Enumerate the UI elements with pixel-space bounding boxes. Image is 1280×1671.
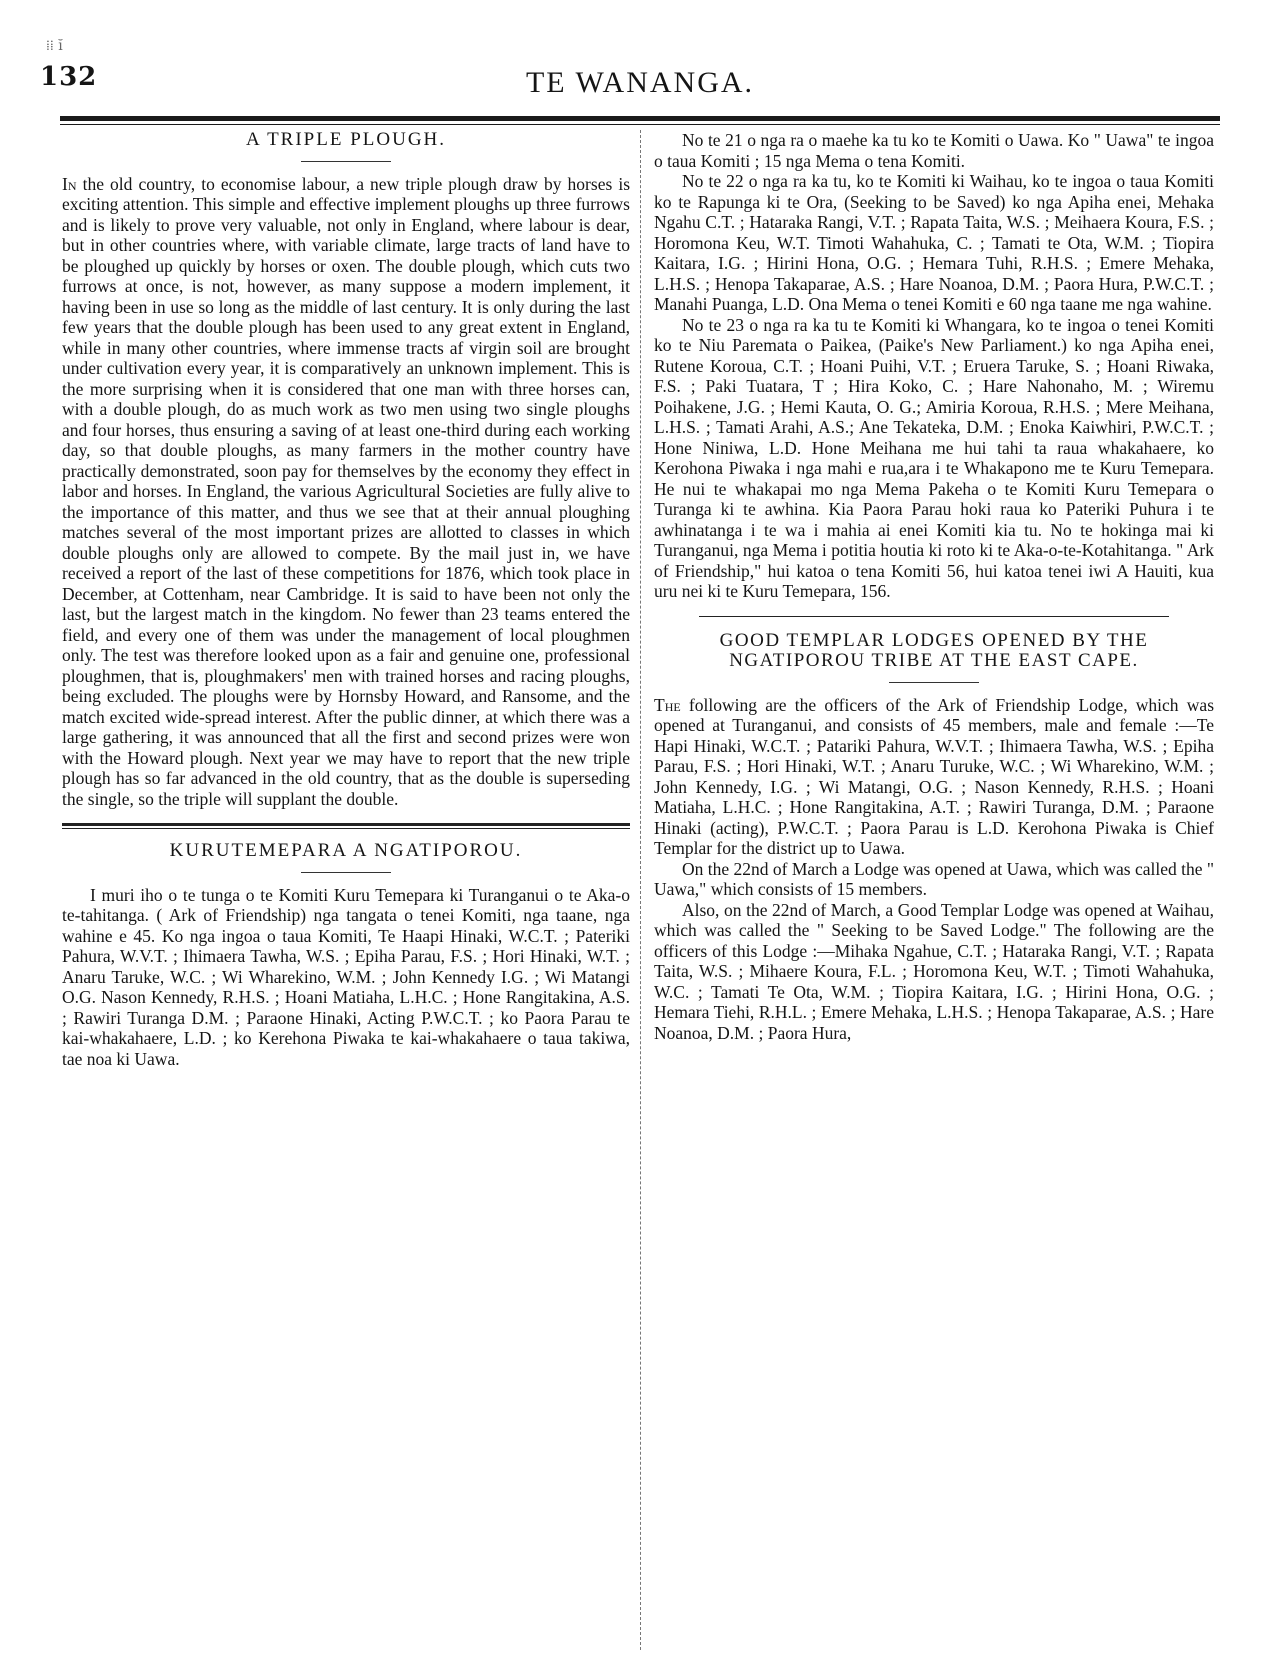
article-body-kurutemepara: I muri iho o te tunga o te Komiti Kuru Temepara ki Turanganui o te Aka-o te-tahitanga. ( Ark of Friendship) nga tangata o tenei Komiti, nga taane, nga wahine e 45. Ko nga ingoa o taua Komiti, Te Haapi Hinaki, W.C.T. ; Pateriki Pahura, W.V.T. ; Ihimaera Tawha, W.S. ; Epiha Parau, F.S. ; Hori Hinaki, W.T. ; Anaru Taruke, W.C. ; Wi Wharekino, W.M. ; John Kennedy I.G. ; Wi Matangi O.G. Nason Kennedy, R.H.S. ; Hoani Matiaha, L.H.C. ; Hone Rangitakina, A.S. ; Rawiri Turanga D.M. ; Paraone Hinaki, Acting P.W.C.T. ; ko Paora Parau te kai-whakahaere, L.D. ; ko Kerehona Piwaka te kai-whakahaere o taua takiwa, tae noa ki Uawa. <box>62 884 630 1069</box>
title-rule <box>301 161 391 162</box>
article-title-good-templar: GOOD TEMPLAR LODGES OPENED BY THE NGATIPOROU TRIBE AT THE EAST CAPE. <box>719 629 1149 671</box>
article-body-good-templar-2: On the 22nd of March a Lodge was opened at Uawa, which was called the " Uawa," which consists of 15 members. <box>654 858 1214 899</box>
article-title-triple-plough: A TRIPLE PLOUGH. <box>245 129 447 150</box>
column-divider <box>640 130 641 1650</box>
masthead-rule-thin <box>60 124 1220 125</box>
page-number: 132 <box>40 62 98 92</box>
section-rule-thick <box>62 823 630 826</box>
masthead-rule-thick <box>60 116 1220 121</box>
title-rule <box>889 682 979 683</box>
section-rule-thin <box>62 828 630 829</box>
article-text: following are the officers of the Ark of Friendship Lodge, which was opened at Turanganui, and consists of 45 members, male and female :—Te Hapi Hinaki, W.C.T. ; Patariki Pahura, W.V.T. ; Ihimaera Tawha, W.S. ; Epiha Parau, F.S. ; Hori Hinaki, W.T. ; Anaru Turuke, W.C. ; Wi Wharekino, W.M. ; John Kennedy, I.G. ; Wi Matangi, O.G. ; Nason Kennedy, R.H.S. ; Hoani Matiaha, L.H.C. ; Hone Rangitakina, A.T. ; Rawiri Turanga, D.M. ; Paraone Hinaki (acting), P.W.C.T. ; Paora Parau is L.D. Kerohona Piwaka is Chief Templar for the district up to Uawa. <box>654 694 1214 858</box>
archive-mark: ⁞⁞ ĭ <box>46 38 63 54</box>
paragraph-whangara-committee: No te 23 o nga ra ka tu te Komiti ki Whangara, ko te ingoa o tenei Komiti ko te Niu Paremata o Paikea, (Paike's New Parliament.) ko nga Apiha enei, Rutene Koroua, C.T. ; Hoani Puihi, V.T. ; Eruera Taruke, S. ; Hoani Riwaka, F.S. ; Paki Tuatara, T ; Hira Koko, C. ; Hare Nahonaho, M. ; Wiremu Poihakene, J.G. ; Hemi Kauta, O. G.; Amiria Koroua, R.H.S. ; Mere Meihana, L.H.S. ; Tamati Arahi, A.S.; Ane Tekateka, D.M. ; Enoka Kaiwhiri, P.W.C.T. ; Hone Niniwa, L.D. Hone Meihana me hui tahi ta raua whakahaere, ko Kerohona Piwaka i nga mahi e rua,ara i te Whakapono me te Kuru Temepara. He nui te whakapai mo nga Mema Pakeha o te Komiti Kuru Temepara o Turanga ki te awhina. Kia Paora Parau hoki raua ko Pateriki Puhura i te awhinatanga i te wa i mahia ai enei Komiti kia tu. No te hokinga mai ki Turanganui, nga Mema i potitia houtia ki roto ki te Aka-o-te-Kotahitanga. " Ark of Friendship," hui katoa o tena Komiti 56, hui katoa tenei iwi A Hauiti, kua uru nei ki te Kuru Temepara, 156. <box>654 314 1214 601</box>
paragraph-waihau-committee: No te 22 o nga ra ka tu, ko te Komiti ki Waihau, ko te ingoa o taua Komiti ko te Rapunga ki te Ora, (Seeking to be Saved) ko nga Apiha enei, Mehaka Ngahu C.T. ; Hataraka Rangi, V.T. ; Rapata Taita, W.S. ; Meihaera Koura, F.S. ; Horomona Keu, W.T. Timoti Wahahuka, C. ; Tamati te Ota, W.M. ; Tiopira Kaitara, I.G. ; Hirini Hona, O.G. ; Hemara Tuhi, R.H.S. ; Emere Mehaka, L.H.S. ; Henopa Takaparae, A.S. ; Hare Noanoa, D.M. ; Paora Hura, P.W.C.T. ; Manahi Puanga, L.D. Ona Mema o tenei Komiti e 60 nga taane me nga wahine. <box>654 171 1214 314</box>
article-body-good-templar-3: Also, on the 22nd of March, a Good Templar Lodge was opened at Waihau, which was called the " Seeking to be Saved Lodge." The following are the officers of this Lodge :—Mihaka Ngahue, C.T. ; Hataraka Rangi, V.T. ; Rapata Taita, W.S. ; Mihaere Koura, F.L. ; Horomona Keu, W.T. ; Timoti Wahahuka, W.C. ; Tamati Te Ota, W.M. ; Tiopira Kaitara, I.G. ; Hirini Hona, O.G. ; Hemara Tiehi, R.H.L. ; Emere Mehaka, L.H.S. ; Henopa Takaparae, A.S. ; Hare Noanoa, D.M. ; Paora Hura, <box>654 899 1214 1043</box>
title-rule <box>301 872 391 873</box>
article-body-good-templar-1 <box>654 695 1214 859</box>
lead-word: In <box>62 173 77 194</box>
masthead-title: TE WANANGA. <box>525 66 755 99</box>
left-column <box>62 130 630 1069</box>
article-text: the old country, to economise labour, a new triple plough draw by horses is exciting attention. This simple and effective implement ploughs up three furrows and is likely to prove very valuable, not only in England, where labour is dear, but in other countries where, with variable climate, large tracts of land have to be ploughed up quickly by horses or oxen. The double plough, which cuts two furrows at once, is not, however, as many suppose a modern implement, it having been in use so long as the middle of last century. It is only during the last few years that the double plough has been used to any great extent in England, while in many other countries, where immense tracts af virgin soil are brought under cultivation every year, it is comparatively an unknown implement. This is the more surprising when it is considered that one man with three horses can, with a double plough, do as much work as two men using two single ploughs and four horses, thus ensuring a saving of at least one-third during each working day, so that double ploughs, as many farmers in the mother country have practically demonstrated, soon pay for themselves by the economy they effect in labor and horses. In England, the various Agricultural Societies are fully alive to the importance of this matter, and thus we see that at their annual ploughing matches several of the most important prizes are allotted to classes in which double ploughs only are allowed to compete. By the mail just in, we have received a report of the last of these competitions for 1876, which took place in December, at Cottenham, near Cambridge. It is said to have been not only the last, but the largest match in the kingdom. No fewer than 23 teams entered the field, and every one of them was under the management of local ploughmen only. The test was therefore looked upon as a fair and genuine one, professional ploughmen, that is, ploughmakers' men with trained horses and racing ploughs, being excluded. The ploughs were by Hornsby Howard, and Ransome, and the match excited wide-spread interest. After the public dinner, at which there was a large gathering, it was announced that all the first and second prizes were won with the Howard plough. Next year we may have to report that the new triple plough has so far advanced in the old country, that as the double is superseding the single, so the triple will supplant the double. <box>62 173 631 809</box>
section-separator <box>699 616 1169 617</box>
right-column <box>654 130 1214 1043</box>
article-body-triple-plough <box>62 174 630 810</box>
paragraph-uawa-committee: No te 21 o nga ra o maehe ka tu ko te Komiti o Uawa. Ko " Uawa" te ingoa o taua Komiti ; 15 nga Mema o tena Komiti. <box>654 130 1214 171</box>
lead-word: The <box>654 694 681 715</box>
article-title-kurutemepara: KURUTEMEPARA A NGATIPOROU. <box>169 840 523 861</box>
